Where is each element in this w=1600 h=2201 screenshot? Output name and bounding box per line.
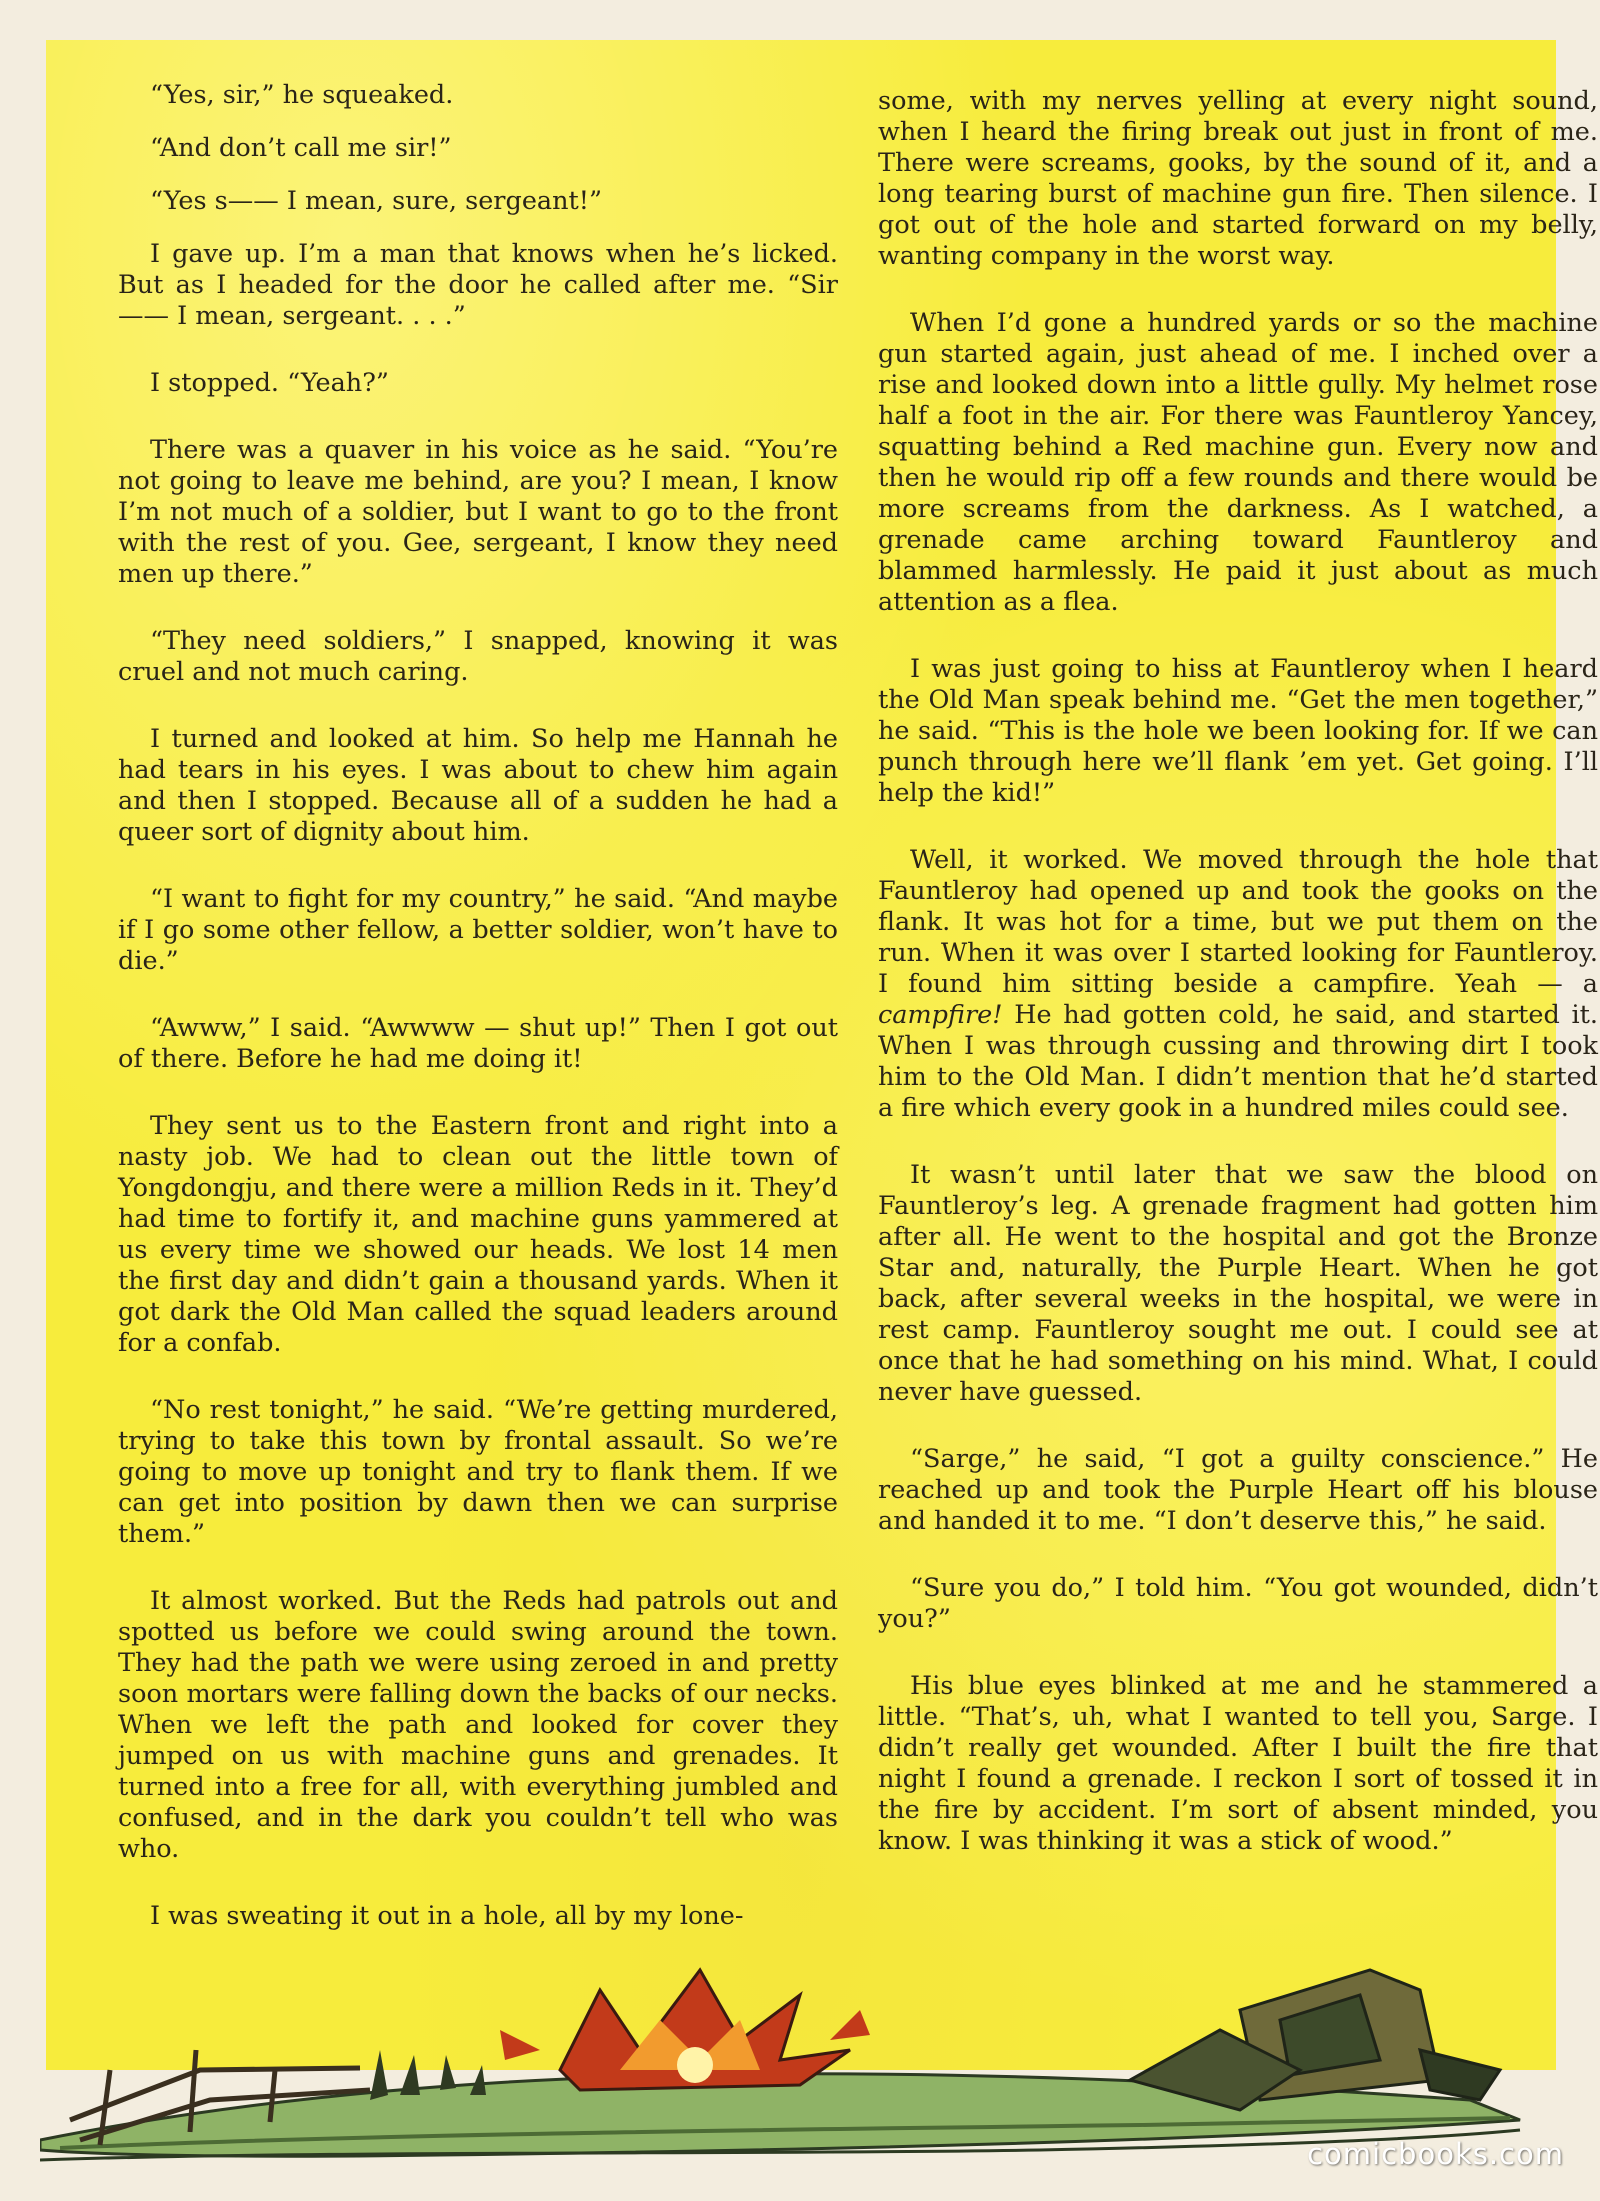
paragraph: “Yes s—— I mean, sure, sergeant!” [150, 186, 603, 216]
paragraph: some, with my nerves yelling at every night sound, when I heard the firing break out just in front of me. There were screams, gooks, by the sound of it, and a long tearing burst of machine gun fire. Then silence. I got out of the hole and started forward on my belly, wanting company in the worst way. [878, 86, 1598, 271]
paragraph-text: He had gotten cold, he said, and started it. When I was through cussing and throwing dirt I took him to the Old Man. I didn’t mention that he’d started a fire which every gook in a hundred miles could see. [878, 1000, 1598, 1123]
paragraph: I was sweating it out in a hole, all by my lone- [150, 1901, 744, 1931]
paragraph-text: Well, it worked. We moved through the hole that Fauntleroy had opened up and took the gooks on the flank. It was hot for a time, but we put them on the run. When it was over I started looking for Fauntleroy. I found him sitting beside a campfire. Yeah — a [878, 845, 1598, 999]
paragraph: I turned and looked at him. So help me Hannah he had tears in his eyes. I was about to chew him again and then I stopped. Because all of a sudden he had a queer sort of dignity about him. [118, 724, 838, 847]
paragraph: “Sarge,” he said, “I got a guilty conscience.” He reached up and took the Purple Heart off his blouse and handed it to me. “I don’t deserve this,” he said. [878, 1444, 1598, 1536]
paragraph: “Yes, sir,” he squeaked. [150, 80, 454, 110]
paragraph: It almost worked. But the Reds had patrols out and spotted us before we could swing around the town. They had the path we were using zeroed in and pretty soon mortars were falling down the backs of our necks. When we left the path and looked for cover they jumped on us with machine guns and grenades. It turned into a free for all, with everything jumbled and confused, and in the dark you couldn’t tell who was who. [118, 1586, 838, 1864]
paragraph: “Sure you do,” I told him. “You got wounded, didn’t you?” [878, 1573, 1598, 1634]
paragraph: When I’d gone a hundred yards or so the machine gun started again, just ahead of me. I inched over a rise and looked down into a little gully. My helmet rose half a foot in the air. For there was Fauntleroy Yancey, squatting behind a Red machine gun. Every now and then he would rip off a few rounds and there would be more screams from the darkness. As I watched, a grenade came arching toward Fauntleroy and blammed harmlessly. He paid it just about as much attention as a flea. [878, 308, 1598, 617]
watermark: comicbooks.com [1307, 2137, 1564, 2171]
paragraph: “No rest tonight,” he said. “We’re getting murdered, trying to take this town by frontal assault. So we’re going to move up tonight and try to flank them. If we can get into position by dawn then we can surprise them.” [118, 1395, 838, 1549]
right-column [878, 86, 1598, 1857]
paragraph [878, 845, 1598, 1124]
paragraph: I stopped. “Yeah?” [150, 368, 389, 398]
paragraph: “I want to fight for my country,” he said. “And maybe if I go some other fellow, a better soldier, won’t have to die.” [118, 884, 838, 976]
wrecked-vehicle [1130, 1970, 1500, 2110]
explosion [500, 1970, 870, 2090]
paragraph: I gave up. I’m a man that knows when he’s licked. But as I headed for the door he called after me. “Sir—— I mean, sergeant. . . .” [118, 239, 838, 331]
paragraph: His blue eyes blinked at me and he stammered a little. “That’s, uh, what I wanted to tell you, Sarge. I didn’t really get wounded. After I built the fire that night I found a grenade. I reckon I sort of tossed it in the fire by accident. I’m sort of absent minded, you know. I was thinking it was a stick of wood.” [878, 1671, 1598, 1856]
text-panel [46, 40, 1598, 2070]
paragraph: “Awww,” I said. “Awwww — shut up!” Then I got out of there. Before he had me doing it! [118, 1013, 838, 1074]
paragraph: There was a quaver in his voice as he said. “You’re not going to leave me behind, are you? I mean, I know I’m not much of a soldier, but I want to go to the front with the rest of you. Gee, sergeant, I know they need men up there.” [118, 435, 838, 589]
paragraph: They sent us to the Eastern front and right into a nasty job. We had to clean out the little town of Yongdongju, and there were a million Reds in it. They’d had time to fortify it, and machine guns yammered at us every time we showed our heads. We lost 14 men the first day and didn’t gain a thousand yards. When it got dark the Old Man called the squad leaders around for a confab. [118, 1111, 838, 1358]
paragraph: I was just going to hiss at Fauntleroy when I heard the Old Man speak behind me. “Get the men together,” he said. “This is the hole we been looking for. If we can punch through here we’ll flank ’em yet. Get going. I’ll help the kid!” [878, 654, 1598, 808]
left-column [118, 80, 838, 1932]
paragraph: “They need soldiers,” I snapped, knowing it was cruel and not much caring. [118, 626, 838, 687]
paragraph: It wasn’t until later that we saw the blood on Fauntleroy’s leg. A grenade fragment had gotten him after all. He went to the hospital and got the Bronze Star and, naturally, the Purple Heart. When he got back, after several weeks in the hospital, we were in rest camp. Fauntleroy sought me out. I could see at once that he had something on his mind. What, I could never have guessed. [878, 1160, 1598, 1407]
paragraph: “And don’t call me sir!” [150, 133, 452, 163]
emphasis-text: campfire! [878, 1000, 1003, 1030]
